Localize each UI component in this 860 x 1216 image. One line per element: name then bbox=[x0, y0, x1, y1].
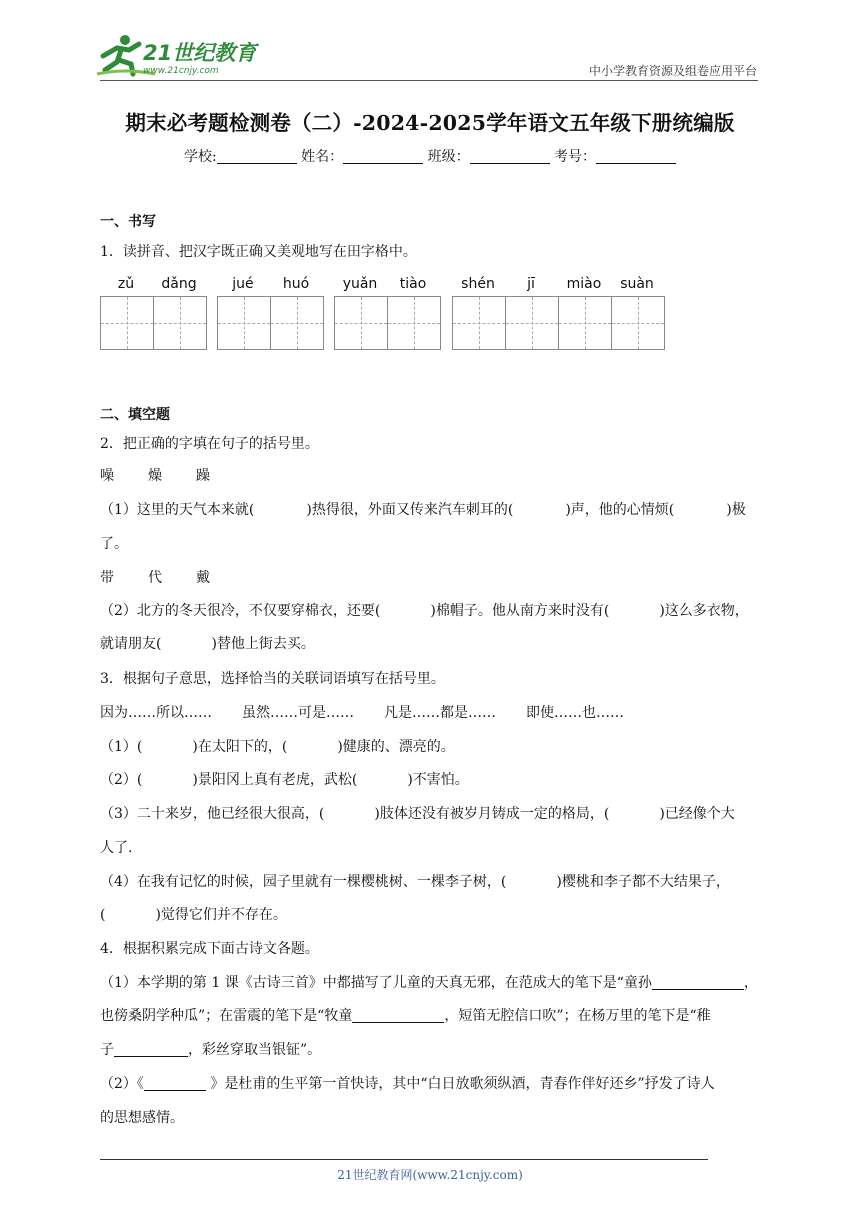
pinyin-label: dǎng bbox=[161, 276, 197, 292]
name-blank[interactable] bbox=[343, 149, 423, 164]
answer-blank[interactable] bbox=[114, 1042, 188, 1057]
q2-sentence-2 bbox=[100, 601, 749, 621]
sentence-text: )极 bbox=[726, 502, 746, 518]
writing-cell[interactable] bbox=[100, 296, 154, 350]
writing-cell[interactable] bbox=[270, 296, 324, 350]
sentence-text: （2）《 bbox=[100, 1076, 144, 1092]
q2-sentence-1 bbox=[100, 500, 746, 520]
q3-sentence-4 bbox=[100, 872, 730, 892]
q3-sentence-1 bbox=[100, 737, 455, 757]
sentence-text: )觉得它们并不存在。 bbox=[155, 907, 287, 923]
logo-url: www.21cnjy.com bbox=[143, 66, 219, 76]
q4-sentence-1a bbox=[100, 973, 758, 993]
question-4: 4．根据积累完成下面古诗文各题。 bbox=[100, 941, 319, 957]
sentence-text: （2）北方的冬天很冷，不仅要穿棉衣，还要( bbox=[100, 603, 381, 619]
q2-sentence-1-cont: 了。 bbox=[100, 536, 128, 552]
section-heading-writing: 一、书写 bbox=[100, 214, 156, 230]
sentence-text: （3）二十来岁，他已经很大很高，( bbox=[100, 806, 325, 822]
writing-cell[interactable] bbox=[153, 296, 207, 350]
sentence-text: )肢体还没有被岁月铸成一定的格局，( bbox=[374, 806, 610, 822]
q3-sentence-2 bbox=[100, 770, 469, 790]
conjunction-options bbox=[100, 703, 624, 723]
answer-blank[interactable] bbox=[352, 1008, 444, 1023]
sentence-text: )健康的、漂亮的。 bbox=[337, 739, 455, 755]
sentence-text: （1）本学期的第 bbox=[100, 975, 207, 991]
sentence-text: )不害怕。 bbox=[407, 772, 469, 788]
sentence-text: 》是杜甫的生平第一首快诗，其中“白日放歌须纵酒，青春作伴好还乡”抒发了诗人 bbox=[205, 1076, 715, 1092]
pinyin-label: zǔ bbox=[117, 276, 135, 292]
question-2: 2．把正确的字填在句子的括号里。 bbox=[100, 436, 319, 452]
q3-sentence-4-cont bbox=[100, 905, 287, 925]
pinyin-label: yuǎn bbox=[342, 276, 378, 292]
sentence-text: )替他上街去买。 bbox=[211, 636, 315, 652]
exam-no-blank[interactable] bbox=[596, 149, 676, 164]
writing-cell[interactable] bbox=[611, 296, 665, 350]
sentence-text: ， bbox=[743, 975, 758, 991]
writing-grid-group bbox=[100, 296, 206, 349]
char-option: 带 bbox=[100, 570, 114, 586]
sentence-text: )在太阳下的，( bbox=[192, 739, 288, 755]
sentence-text: 也傍桑阴学种瓜”；在雷震的笔下是“牧童 bbox=[100, 1008, 353, 1024]
writing-cell[interactable] bbox=[558, 296, 612, 350]
lesson-number: 1 bbox=[211, 975, 221, 991]
site-logo bbox=[95, 30, 260, 78]
sentence-text: )樱桃和李子都不大结果子， bbox=[556, 874, 730, 890]
conjunction-option: 即使……也…… bbox=[526, 705, 624, 721]
sentence-text: （2）( bbox=[100, 772, 143, 788]
sentence-text: ，彩丝穿取当银钲”。 bbox=[188, 1042, 322, 1058]
student-info bbox=[0, 146, 860, 166]
conjunction-option: 虽然……可是…… bbox=[242, 705, 354, 721]
writing-cell[interactable] bbox=[387, 296, 441, 350]
writing-grid-group bbox=[452, 296, 664, 349]
char-option: 躁 bbox=[196, 468, 210, 484]
page-title: 期末必考题检测卷（二）-2024-2025学年语文五年级下册统编版 bbox=[125, 111, 735, 135]
sentence-text: （1）( bbox=[100, 739, 143, 755]
sentence-text: ，短笛无腔信口吹”；在杨万里的笔下是“稚 bbox=[444, 1008, 711, 1024]
char-option: 噪 bbox=[100, 468, 114, 484]
q4-sentence-2a bbox=[100, 1074, 715, 1094]
logo-text: 21世纪教育 bbox=[143, 41, 257, 65]
writing-grid-group bbox=[217, 296, 323, 349]
q2-sentence-2-cont bbox=[100, 634, 315, 654]
sentence-text: )已经像个大 bbox=[659, 806, 735, 822]
writing-grid-group bbox=[334, 296, 440, 349]
footer-divider bbox=[100, 1159, 708, 1160]
class-label: 班级： bbox=[427, 149, 470, 165]
question-3: 3．根据句子意思，选择恰当的关联词语填写在括号里。 bbox=[100, 671, 445, 687]
sentence-text: （1）这里的天气本来就( bbox=[100, 502, 255, 518]
school-blank[interactable] bbox=[217, 149, 297, 164]
sentence-text: )这么多衣物， bbox=[659, 603, 749, 619]
writing-cell[interactable] bbox=[505, 296, 559, 350]
pinyin-label: jué bbox=[232, 276, 254, 292]
exam-no-label: 考号： bbox=[554, 149, 597, 165]
pinyin-label: huó bbox=[282, 276, 310, 292]
char-option: 燥 bbox=[148, 468, 162, 484]
sentence-text: ( bbox=[100, 907, 106, 923]
pinyin-label: jī bbox=[527, 276, 535, 292]
char-option: 代 bbox=[148, 570, 162, 586]
char-option: 戴 bbox=[196, 570, 210, 586]
pinyin-label: miào bbox=[566, 276, 602, 292]
class-blank[interactable] bbox=[470, 149, 550, 164]
q4-sentence-1c bbox=[100, 1040, 321, 1060]
q4-sentence-1b bbox=[100, 1006, 711, 1026]
sentence-text: )声，他的心情烦( bbox=[565, 502, 675, 518]
sentence-text: )热得很，外面又传来汽车刺耳的( bbox=[306, 502, 514, 518]
q4-sentence-2b: 的思想感情。 bbox=[100, 1110, 184, 1126]
sentence-text: 子 bbox=[100, 1042, 114, 1058]
pinyin-label: tiào bbox=[399, 276, 427, 292]
platform-name: 中小学教育资源及组卷应用平台 bbox=[588, 64, 757, 78]
pinyin-label: suàn bbox=[620, 276, 654, 292]
name-label: 姓名： bbox=[301, 149, 344, 165]
answer-blank[interactable] bbox=[144, 1076, 206, 1091]
pinyin-label: shén bbox=[461, 276, 495, 292]
character-options bbox=[100, 466, 210, 486]
question-1: 1．读拼音、把汉字既正确又美观地写在田字格中。 bbox=[100, 244, 417, 260]
sentence-text: )棉帽子。他从南方来时没有( bbox=[430, 603, 610, 619]
sentence-text: )景阳冈上真有老虎，武松( bbox=[192, 772, 358, 788]
writing-cell[interactable] bbox=[334, 296, 388, 350]
conjunction-option: 因为……所以…… bbox=[100, 705, 212, 721]
sentence-text: 课《古诗三首》中都描写了儿童的天真无邪，在范成大的笔下是“童孙 bbox=[224, 975, 652, 991]
character-options bbox=[100, 568, 210, 588]
answer-blank[interactable] bbox=[652, 975, 744, 990]
section-heading-fill-blank: 二、填空题 bbox=[100, 407, 170, 423]
q3-sentence-3 bbox=[100, 804, 735, 824]
writing-cell[interactable] bbox=[217, 296, 271, 350]
school-label: 学校: bbox=[183, 149, 217, 165]
footer-link[interactable]: 21世纪教育网(www.21cnjy.com) bbox=[337, 1168, 523, 1182]
sentence-text: 就请朋友( bbox=[100, 636, 162, 652]
writing-cell[interactable] bbox=[452, 296, 506, 350]
conjunction-option: 凡是……都是…… bbox=[384, 705, 496, 721]
header-divider bbox=[100, 80, 758, 81]
q3-sentence-3-cont: 人了. bbox=[100, 840, 133, 856]
sentence-text: （4）在我有记忆的时候，园子里就有一棵樱桃树、一棵李子树，( bbox=[100, 874, 507, 890]
